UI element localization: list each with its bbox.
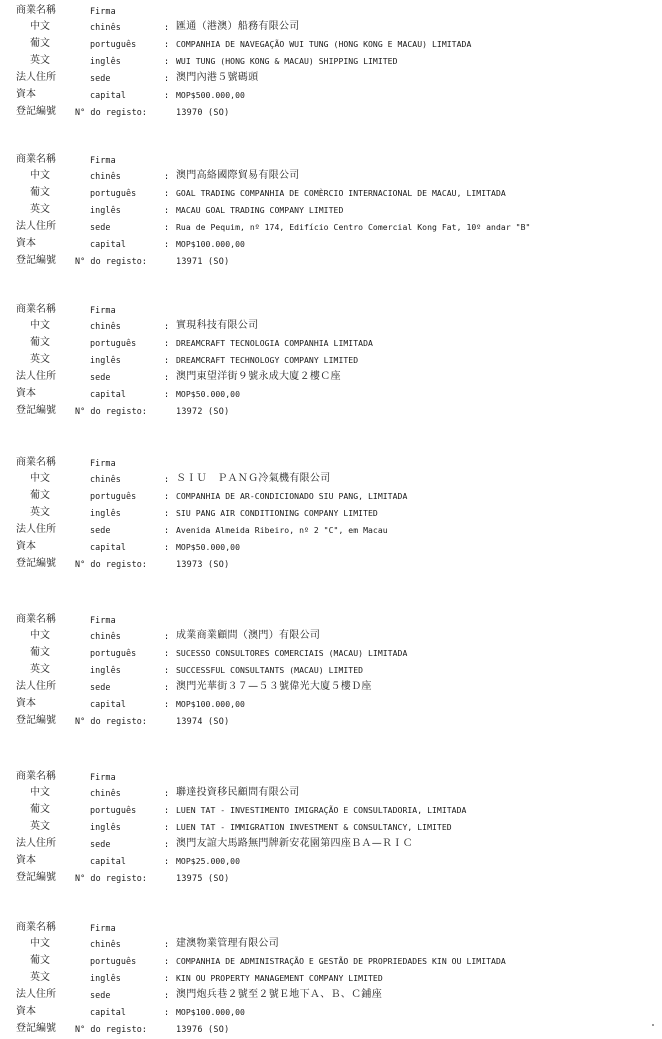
chinese-name-row [0,471,662,487]
portuguese-name-row [0,185,662,201]
registry-row [0,870,662,886]
firm-label-zh: 商業名稱 [16,771,56,782]
chinese-label-zh: 中文 [30,473,50,484]
english-label-zh: 英文 [30,55,50,66]
seat-value: 澳門東望洋街９號永成大廈２樓Ｃ座 [176,371,341,382]
seat-row [0,987,662,1003]
chinese-name-row [0,785,662,801]
capital-label-zh: 資本 [16,1006,36,1017]
registry-label-zh: 登記編號 [16,255,56,266]
portuguese-name-value: GOAL TRADING COMPANHIA DE COMÈRCIO INTERNACIONAL DE MACAU, LIMITADA [176,188,506,198]
firm-header-row [0,302,662,318]
colon: : [164,56,170,66]
colon: : [164,321,170,331]
registry-row [0,253,662,269]
colon: : [164,355,170,365]
capital-label-pt: capital [90,239,126,249]
seat-label-pt: sede [90,372,111,382]
seat-label-zh: 法人住所 [16,838,56,849]
firm-label-zh: 商業名稱 [16,614,56,625]
capital-value: MOP$100.000,00 [176,1007,245,1017]
colon: : [164,956,170,966]
capital-label-pt: capital [90,699,126,709]
chinese-name-value: 澳門高絡國際貿易有限公司 [176,170,300,181]
registry-label-zh: 登記編號 [16,558,56,569]
chinese-name-value: 匯通（港澳）船務有限公司 [176,21,300,32]
chinese-name-row [0,168,662,184]
capital-row [0,696,662,712]
capital-value: MOP$100.000,00 [176,239,245,249]
registry-number: 13975 (SO) [176,873,230,883]
capital-label-zh: 資本 [16,388,36,399]
firm-label-pt: Firma [90,458,116,468]
colon: : [164,542,170,552]
seat-label-pt: sede [90,73,111,83]
english-name-value: DREAMCRAFT TECHNOLOGY COMPANY LIMITED [176,355,359,365]
english-name-value: WUI TUNG (HONG KONG & MACAU) SHIPPING LIMITED [176,56,398,66]
portuguese-label-zh: 葡文 [30,187,50,198]
portuguese-label-pt: português [90,338,137,348]
capital-label-zh: 資本 [16,698,36,709]
colon: : [164,222,170,232]
portuguese-label-zh: 葡文 [30,647,50,658]
colon: : [164,188,170,198]
firm-header-row [0,152,662,168]
portuguese-name-row [0,953,662,969]
seat-value: 澳門內港５號碼頭 [176,72,259,83]
registry-number: 13970 (SO) [176,107,230,117]
english-name-value: MACAU GOAL TRADING COMPANY LIMITED [176,205,344,215]
registry-label-pt: N° do registo: [75,716,147,726]
firm-label-zh: 商業名稱 [16,457,56,468]
portuguese-name-value: COMPANHIA DE NAVEGAÇÃO WUI TUNG (HONG KONG E MACAU) LIMITADA [176,39,472,49]
portuguese-label-pt: português [90,491,137,501]
chinese-label-pt: chinês [90,22,121,32]
english-name-value: KIN OU PROPERTY MANAGEMENT COMPANY LIMITED [176,973,383,983]
english-name-value: LUEN TAT - IMMIGRATION INVESTMENT & CONSULTANCY, LIMITED [176,822,452,832]
chinese-name-value: 建澳物業管理有限公司 [176,938,279,949]
portuguese-label-pt: português [90,39,137,49]
portuguese-name-row [0,335,662,351]
chinese-label-pt: chinês [90,321,121,331]
seat-label-pt: sede [90,525,111,535]
capital-label-pt: capital [90,542,126,552]
firm-header-row [0,455,662,471]
portuguese-label-zh: 葡文 [30,337,50,348]
colon: : [164,491,170,501]
capital-row [0,1004,662,1020]
portuguese-name-row [0,802,662,818]
capital-value: MOP$50.000,00 [176,542,240,552]
firm-header-row [0,3,662,19]
colon: : [164,205,170,215]
english-label-zh: 英文 [30,821,50,832]
english-label-zh: 英文 [30,204,50,215]
seat-row [0,679,662,695]
portuguese-label-zh: 葡文 [30,804,50,815]
english-name-value: SUCCESSFUL CONSULTANTS (MACAU) LIMITED [176,665,364,675]
seat-row [0,70,662,86]
registry-row [0,1021,662,1037]
registry-row [0,104,662,120]
colon: : [164,822,170,832]
seat-label-zh: 法人住所 [16,221,56,232]
registry-label-zh: 登記編號 [16,715,56,726]
registry-label-pt: N° do registo: [75,406,147,416]
capital-value: MOP$100.000,00 [176,699,245,709]
portuguese-label-pt: português [90,188,137,198]
capital-row [0,853,662,869]
english-name-row [0,202,662,218]
portuguese-name-value: LUEN TAT - INVESTIMENTO IMIGRAÇÃO E CONSULTADORIA, LIMITADA [176,805,467,815]
colon: : [164,973,170,983]
chinese-name-value: 成業商業顧問（澳門）有限公司 [176,630,321,641]
registry-row [0,713,662,729]
colon: : [164,665,170,675]
registry-number: 13974 (SO) [176,716,230,726]
firm-label-pt: Firma [90,772,116,782]
seat-label-zh: 法人住所 [16,72,56,83]
chinese-name-row [0,318,662,334]
capital-label-zh: 資本 [16,855,36,866]
english-label-pt: inglês [90,355,121,365]
chinese-label-pt: chinês [90,788,121,798]
seat-row [0,219,662,235]
portuguese-label-pt: português [90,805,137,815]
english-label-pt: inglês [90,822,121,832]
colon: : [164,338,170,348]
colon: : [164,631,170,641]
colon: : [164,699,170,709]
english-label-zh: 英文 [30,354,50,365]
colon: : [164,788,170,798]
seat-label-pt: sede [90,839,111,849]
chinese-name-value: ＳＩＵ ＰＡＮＧ冷氣機有限公司 [176,473,331,484]
capital-row [0,87,662,103]
colon: : [164,805,170,815]
registry-label-pt: N° do registo: [75,1024,147,1034]
firm-label-pt: Firma [90,6,116,16]
portuguese-name-value: COMPANHIA DE ADMINISTRAÇÃO E GESTÃO DE PROPRIEDADES KIN OU LIMITADA [176,956,506,966]
registry-number: 13976 (SO) [176,1024,230,1034]
english-name-row [0,505,662,521]
english-name-row [0,970,662,986]
english-name-row [0,53,662,69]
seat-row [0,836,662,852]
firm-label-pt: Firma [90,305,116,315]
capital-label-pt: capital [90,90,126,100]
capital-label-zh: 資本 [16,238,36,249]
chinese-label-pt: chinês [90,631,121,641]
firm-label-zh: 商業名稱 [16,154,56,165]
chinese-name-row [0,628,662,644]
colon: : [164,389,170,399]
english-name-row [0,819,662,835]
english-name-value: SIU PANG AIR CONDITIONING COMPANY LIMITED [176,508,378,518]
portuguese-label-zh: 葡文 [30,38,50,49]
firm-label-zh: 商業名稱 [16,5,56,16]
english-name-row [0,352,662,368]
registry-label-zh: 登記編號 [16,405,56,416]
firm-label-pt: Firma [90,615,116,625]
registry-label-zh: 登記編號 [16,1023,56,1034]
capital-label-pt: capital [90,1007,126,1017]
portuguese-name-row [0,36,662,52]
capital-row [0,539,662,555]
capital-value: MOP$500.000,00 [176,90,245,100]
seat-row [0,369,662,385]
chinese-name-row [0,936,662,952]
seat-label-zh: 法人住所 [16,989,56,1000]
firm-label-pt: Firma [90,155,116,165]
colon: : [164,1007,170,1017]
english-label-pt: inglês [90,508,121,518]
firm-header-row [0,769,662,785]
chinese-name-value: 實現科技有限公司 [176,320,259,331]
portuguese-name-row [0,488,662,504]
registry-number: 13972 (SO) [176,406,230,416]
colon: : [164,22,170,32]
colon: : [164,682,170,692]
seat-value: Avenida Almeida Ribeiro, nº 2 "C", em Macau [176,525,388,535]
capital-label-zh: 資本 [16,541,36,552]
registry-label-pt: N° do registo: [75,559,147,569]
chinese-label-zh: 中文 [30,938,50,949]
chinese-label-zh: 中文 [30,320,50,331]
chinese-label-zh: 中文 [30,21,50,32]
english-label-pt: inglês [90,56,121,66]
firm-label-zh: 商業名稱 [16,304,56,315]
english-label-zh: 英文 [30,664,50,675]
colon: : [164,73,170,83]
registry-row [0,403,662,419]
scan-speck [652,1024,654,1026]
seat-value: 澳門炮兵巷２號至２號Ｅ地下Ａ、Ｂ、Ｃ鋪座 [176,989,382,1000]
portuguese-label-pt: português [90,956,137,966]
colon: : [164,372,170,382]
seat-label-pt: sede [90,222,111,232]
capital-label-pt: capital [90,389,126,399]
seat-label-pt: sede [90,990,111,1000]
chinese-label-zh: 中文 [30,170,50,181]
portuguese-label-zh: 葡文 [30,490,50,501]
colon: : [164,856,170,866]
english-label-pt: inglês [90,973,121,983]
colon: : [164,990,170,1000]
english-label-pt: inglês [90,665,121,675]
registry-label-pt: N° do registo: [75,873,147,883]
colon: : [164,474,170,484]
seat-label-zh: 法人住所 [16,681,56,692]
english-label-pt: inglês [90,205,121,215]
capital-row [0,236,662,252]
chinese-label-zh: 中文 [30,787,50,798]
seat-label-zh: 法人住所 [16,524,56,535]
portuguese-name-value: DREAMCRAFT TECNOLOGIA COMPANHIA LIMITADA [176,338,373,348]
colon: : [164,508,170,518]
registry-label-zh: 登記編號 [16,872,56,883]
colon: : [164,648,170,658]
colon: : [164,839,170,849]
firm-header-row [0,920,662,936]
seat-value: Rua de Pequim, nº 174, Edifício Centro Comercial Kong Fat, 10º andar "B" [176,222,531,232]
chinese-label-pt: chinês [90,939,121,949]
english-label-zh: 英文 [30,507,50,518]
colon: : [164,525,170,535]
seat-value: 澳門友誼大馬路無門牌新安花園第四座ＢＡ—ＲＩＣ [176,838,413,849]
chinese-label-zh: 中文 [30,630,50,641]
registry-number: 13973 (SO) [176,559,230,569]
portuguese-name-row [0,645,662,661]
colon: : [164,939,170,949]
colon: : [164,90,170,100]
chinese-label-pt: chinês [90,474,121,484]
registry-label-pt: N° do registo: [75,107,147,117]
seat-value: 澳門光華街３７—５３號偉光大廈５樓Ｄ座 [176,681,372,692]
registry-row [0,556,662,572]
portuguese-name-value: SUCESSO CONSULTORES COMERCIAIS (MACAU) LIMITADA [176,648,408,658]
chinese-name-value: 聯達投資移民顧問有限公司 [176,787,300,798]
firm-header-row [0,612,662,628]
chinese-label-pt: chinês [90,171,121,181]
firm-label-zh: 商業名稱 [16,922,56,933]
seat-label-pt: sede [90,682,111,692]
capital-label-zh: 資本 [16,89,36,100]
colon: : [164,39,170,49]
registry-number: 13971 (SO) [176,256,230,266]
chinese-name-row [0,19,662,35]
registry-label-pt: N° do registo: [75,256,147,266]
english-label-zh: 英文 [30,972,50,983]
english-name-row [0,662,662,678]
portuguese-label-zh: 葡文 [30,955,50,966]
capital-value: MOP$25.000,00 [176,856,240,866]
firm-label-pt: Firma [90,923,116,933]
colon: : [164,239,170,249]
capital-label-pt: capital [90,856,126,866]
capital-value: MOP$50.000,00 [176,389,240,399]
portuguese-name-value: COMPANHIA DE AR-CONDICIONADO SIU PANG, LIMITADA [176,491,408,501]
colon: : [164,171,170,181]
portuguese-label-pt: português [90,648,137,658]
registry-label-zh: 登記編號 [16,106,56,117]
seat-label-zh: 法人住所 [16,371,56,382]
capital-row [0,386,662,402]
seat-row [0,522,662,538]
